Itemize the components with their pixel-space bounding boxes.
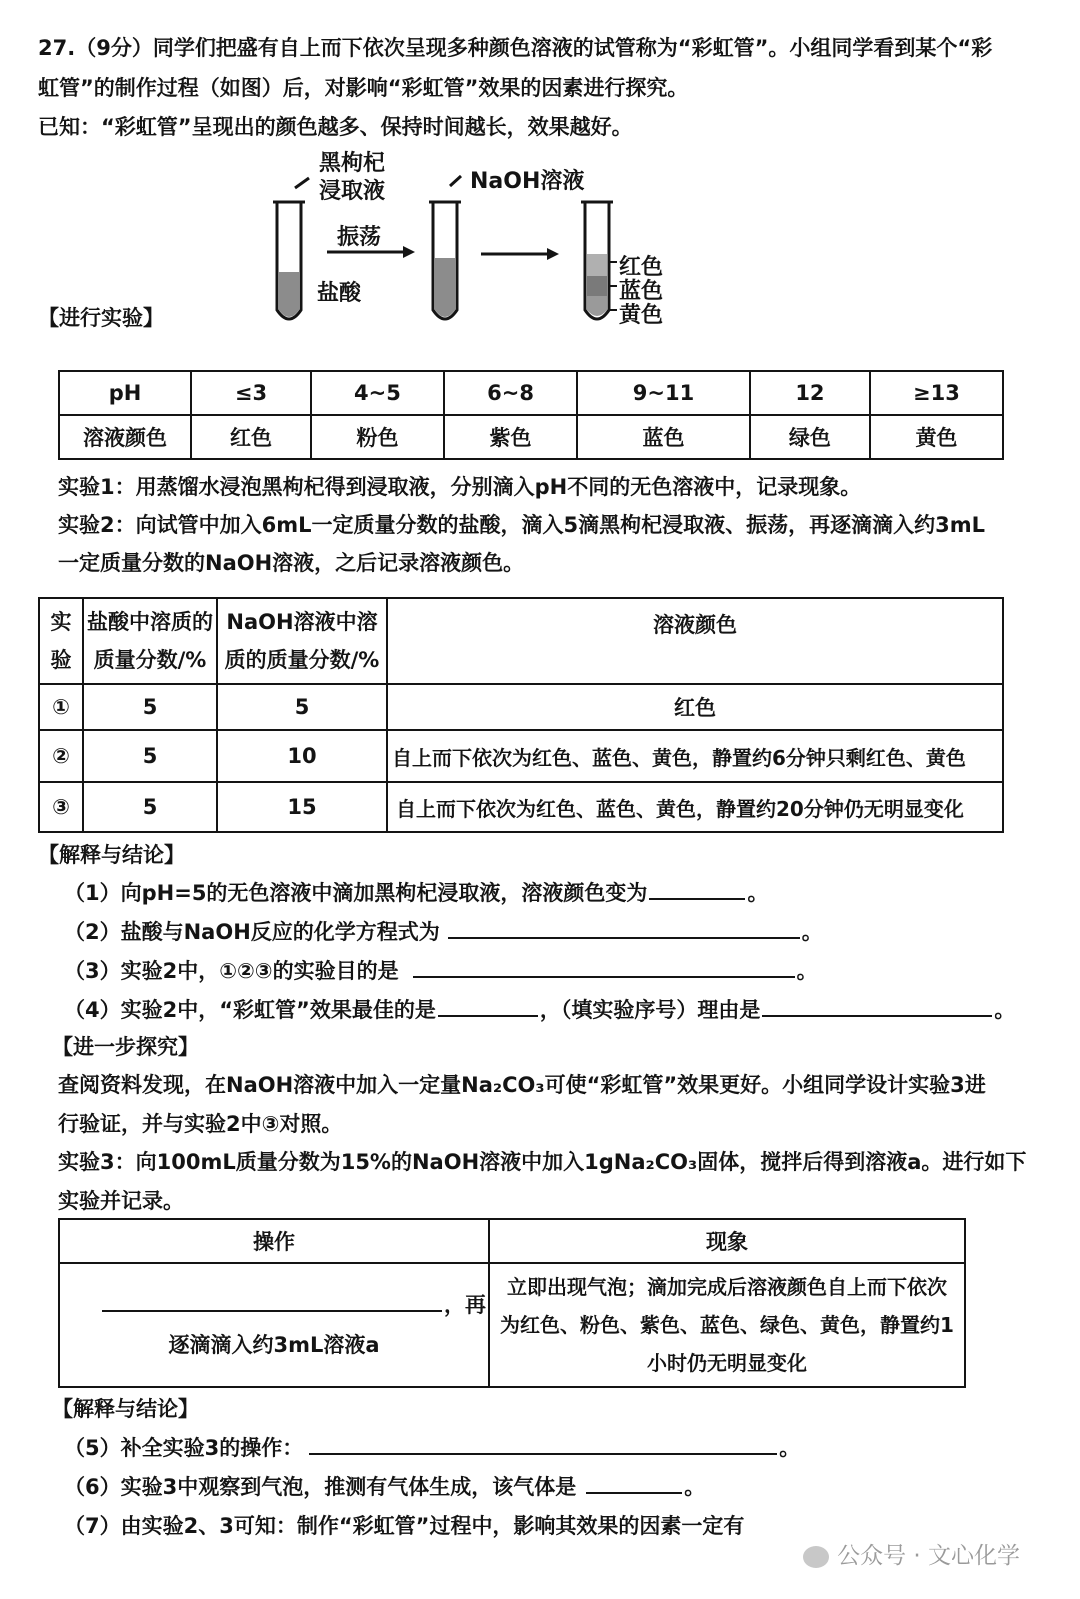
phenomenon-line-3: 小时仍无明显变化 <box>647 1351 807 1375</box>
operation-line-2: 逐滴滴入约3mL溶液a <box>168 1333 380 1357</box>
period: 。 <box>779 1436 801 1460</box>
further-line-1: 查阅资料发现，在NaOH溶液中加入一定量Na₂CO₃可使“彩虹管”效果更好。小组同学设计实验3进 <box>58 1073 986 1097</box>
header-hcl-fraction: 盐酸中溶质的 质量分数/% <box>83 598 217 684</box>
experiment-3-table <box>58 1218 966 1388</box>
answer-blank-4a[interactable] <box>438 995 538 1017</box>
color-row <box>59 415 1003 459</box>
experiment-2-line-2: 一定质量分数的NaOH溶液，之后记录溶液颜色。 <box>58 551 525 575</box>
label-blue: 蓝色 <box>619 279 664 304</box>
row-hcl: 5 <box>83 730 217 782</box>
question-4-text-b: ，（填实验序号）理由是 <box>539 998 761 1022</box>
row-id: ① <box>39 684 83 730</box>
phenomenon-line-1: 立即出现气泡；滴加完成后溶液颜色自上而下依次 <box>507 1275 947 1299</box>
phenomenon-line-2: 为红色、粉色、紫色、蓝色、绿色、黄色，静置约1 <box>500 1313 954 1337</box>
phenomenon-cell <box>489 1263 965 1387</box>
blue-layer <box>587 276 607 296</box>
color-cell: 紫色 <box>444 415 577 459</box>
header-phenomenon: 现象 <box>489 1219 965 1263</box>
further-line-2: 行验证，并与实验2中③对照。 <box>58 1112 343 1136</box>
row-color: 自上而下依次为红色、蓝色、黄色，静置约6分钟只剩红色、黄色 <box>387 730 1003 782</box>
red-layer <box>587 254 607 276</box>
section-heading-further: 【进一步探究】 <box>52 1035 199 1059</box>
experiment-2-table <box>38 597 1004 833</box>
experiment-3-line-1: 实验3：向100mL质量分数为15%的NaOH溶液中加入1gNa₂CO₃固体，搅拌后得到溶液a。进行如下 <box>58 1150 1027 1174</box>
label-shake: 振荡 <box>337 225 382 250</box>
yellow-layer <box>587 296 607 316</box>
section-heading-explain-2: 【解释与结论】 <box>52 1397 199 1421</box>
header-experiment: 实 验 <box>39 598 83 684</box>
operation-line-1 <box>60 1285 488 1325</box>
rainbow-tube-diagram <box>255 150 685 330</box>
question-1 <box>64 878 768 908</box>
ph-color-table <box>58 370 1004 460</box>
question-7 <box>64 1511 744 1541</box>
question-4-text-a: （4）实验2中，“彩虹管”效果最佳的是 <box>64 998 436 1022</box>
row-hcl: 5 <box>83 782 217 832</box>
header-solution-color: 溶液颜色 <box>387 598 1003 684</box>
color-header-cell: 溶液颜色 <box>59 415 191 459</box>
header-operation: 操作 <box>59 1219 489 1263</box>
question-stem-line-1: 27.（9分）同学们把盛有自上而下依次呈现多种颜色溶液的试管称为“彩虹管”。小组同学看到某个“彩 <box>38 36 993 60</box>
ph-cell: ≤3 <box>191 371 311 415</box>
row-id: ② <box>39 730 83 782</box>
ph-row <box>59 371 1003 415</box>
label-red: 红色 <box>619 255 664 280</box>
answer-blank-1[interactable] <box>649 878 745 900</box>
answer-blank-5[interactable] <box>309 1433 777 1455</box>
operation-cell <box>59 1263 489 1387</box>
color-cell: 蓝色 <box>577 415 750 459</box>
table-row <box>39 782 1003 832</box>
row-naoh: 10 <box>217 730 387 782</box>
row-naoh: 5 <box>217 684 387 730</box>
known-condition: 已知：“彩虹管”呈现出的颜色越多、保持时间越长，效果越好。 <box>38 115 633 139</box>
mixed-liquid <box>435 258 455 317</box>
period: 。 <box>994 998 1016 1022</box>
period: 。 <box>684 1475 706 1499</box>
experiment-1: 实验1：用蒸馏水浸泡黑枸杞得到浸取液，分别滴入pH不同的无色溶液中，记录现象。 <box>58 475 862 499</box>
table-row <box>39 730 1003 782</box>
question-1-text: （1）向pH=5的无色溶液中滴加黑枸杞浸取液，溶液颜色变为 <box>64 881 648 905</box>
watermark-text: 公众号 · 文心化学 <box>837 1543 1020 1569</box>
question-7-text: （7）由实验2、3可知：制作“彩虹管”过程中，影响其效果的因素一定有 <box>64 1514 745 1538</box>
label-yellow: 黄色 <box>619 303 664 328</box>
table-header-row <box>59 1219 965 1263</box>
color-cell: 黄色 <box>870 415 1003 459</box>
row-hcl: 5 <box>83 684 217 730</box>
label-naoh: NaOH溶液 <box>470 169 585 194</box>
ph-cell: 4~5 <box>311 371 444 415</box>
question-3-text: （3）实验2中，①②③的实验目的是 <box>64 959 399 983</box>
table-header-row <box>39 598 1003 684</box>
operation-suffix: ，再 <box>444 1293 486 1317</box>
ph-cell: 9~11 <box>577 371 750 415</box>
question-stem-line-2: 虹管”的制作过程（如图）后，对影响“彩虹管”效果的因素进行探究。 <box>38 76 689 100</box>
table-row <box>39 684 1003 730</box>
question-5-text: （5）补全实验3的操作： <box>64 1436 304 1460</box>
question-5 <box>64 1433 800 1463</box>
label-extract: 黑枸杞 浸取液 <box>319 151 386 204</box>
color-cell: 绿色 <box>750 415 870 459</box>
ph-cell: 12 <box>750 371 870 415</box>
ph-header-cell: pH <box>59 371 191 415</box>
wechat-logo-icon <box>803 1546 829 1568</box>
answer-blank-4b[interactable] <box>762 995 992 1017</box>
period: 。 <box>796 959 818 983</box>
question-6-text: （6）实验3中观察到气泡，推测有气体生成，该气体是 <box>64 1475 577 1499</box>
label-acid: 盐酸 <box>317 281 362 306</box>
question-6 <box>64 1472 705 1502</box>
question-4 <box>64 995 1015 1025</box>
period: 。 <box>747 881 769 905</box>
row-id: ③ <box>39 782 83 832</box>
question-2-text: （2）盐酸与NaOH反应的化学方程式为 <box>64 920 440 944</box>
row-naoh: 15 <box>217 782 387 832</box>
answer-blank-6[interactable] <box>586 1472 682 1494</box>
ph-cell: 6~8 <box>444 371 577 415</box>
answer-blank-2[interactable] <box>448 917 800 939</box>
ph-cell: ≥13 <box>870 371 1003 415</box>
section-heading-experiment: 【进行实验】 <box>38 306 164 330</box>
section-heading-explain: 【解释与结论】 <box>38 843 185 867</box>
color-cell: 粉色 <box>311 415 444 459</box>
watermark <box>803 1537 1020 1570</box>
experiment-3-line-2: 实验并记录。 <box>58 1189 184 1213</box>
question-2 <box>64 917 823 947</box>
table-row <box>59 1263 965 1387</box>
row-color: 自上而下依次为红色、蓝色、黄色，静置约20分钟仍无明显变化 <box>387 782 1003 832</box>
period: 。 <box>801 920 823 944</box>
experiment-2-line-1: 实验2：向试管中加入6mL一定质量分数的盐酸，滴入5滴黑枸杞浸取液、振荡，再逐滴滴入约3mL <box>58 513 985 537</box>
acid-liquid <box>279 272 299 317</box>
answer-blank-3[interactable] <box>413 956 795 978</box>
header-naoh-fraction: NaOH溶液中溶 质的质量分数/% <box>217 598 387 684</box>
row-color: 红色 <box>387 684 1003 730</box>
answer-blank-operation[interactable] <box>102 1290 442 1312</box>
question-3 <box>64 956 818 986</box>
color-cell: 红色 <box>191 415 311 459</box>
